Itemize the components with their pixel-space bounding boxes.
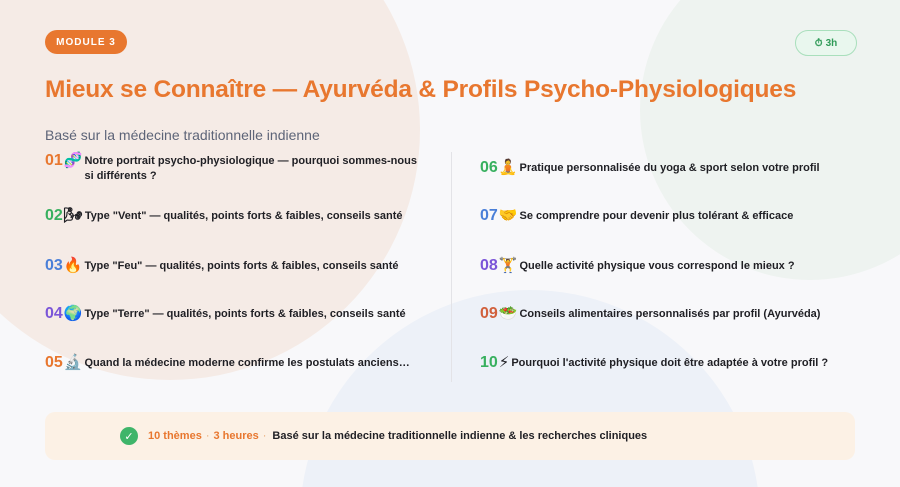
topic-number: 09 <box>480 305 498 322</box>
topic-number: 06 <box>480 159 498 176</box>
topic-item-02 <box>45 207 425 225</box>
summary-banner <box>45 412 855 460</box>
topic-label: Quelle activité physique vous correspond le mieux ? <box>519 260 795 272</box>
page-subtitle: Basé sur la médecine traditionnelle indienne <box>45 127 320 143</box>
lightning-icon: ⚡ <box>498 354 510 371</box>
topic-label: Pourquoi l'activité physique doit être adaptée à votre profil ? <box>511 357 829 369</box>
topic-number: 04 <box>45 305 63 322</box>
topic-number: 07 <box>480 207 498 224</box>
page-title: Mieux se Connaître — Ayurvéda & Profils Psycho-Physiologiques <box>45 76 797 103</box>
topic-label: Type "Terre" — qualités, points forts & faibles, conseils santé <box>84 308 406 320</box>
topic-item-10 <box>480 354 860 372</box>
fire-icon: 🔥 <box>63 257 83 274</box>
topic-item-08 <box>480 257 860 275</box>
topic-item-09 <box>480 305 860 323</box>
duration-label: 3h <box>825 37 838 49</box>
topic-number: 02 <box>45 207 63 224</box>
handshake-icon: 🤝 <box>498 207 518 224</box>
separator-dot: · <box>205 430 210 442</box>
topic-number: 08 <box>480 257 498 274</box>
topic-item-05 <box>45 354 425 372</box>
topic-number: 10 <box>480 354 498 371</box>
themes-count: 10 thèmes <box>148 430 202 442</box>
weightlifter-icon: 🏋 <box>498 257 518 274</box>
topic-item-06 <box>480 159 860 177</box>
separator-dot: · <box>262 430 267 442</box>
wind-icon: 🌬 <box>63 207 83 224</box>
salad-icon: 🥗 <box>498 305 518 322</box>
topic-number: 01 <box>45 152 63 169</box>
topic-item-01 <box>45 152 425 184</box>
topic-number: 05 <box>45 354 63 371</box>
summary-text: Basé sur la médecine traditionnelle indienne & les recherches cliniques <box>272 430 648 442</box>
topic-item-03 <box>45 257 425 275</box>
topic-number: 03 <box>45 257 63 274</box>
topic-item-07 <box>480 207 860 225</box>
topic-label: Conseils alimentaires personnalisés par profil (Ayurvéda) <box>519 308 821 320</box>
topic-item-04 <box>45 305 425 323</box>
topic-label: Pratique personnalisée du yoga & sport selon votre profil <box>519 162 820 174</box>
module-badge: MODULE 3 <box>45 30 127 54</box>
background-blob-peach <box>0 0 420 380</box>
microscope-icon: 🔬 <box>63 354 83 371</box>
timer-icon: ⏱ <box>814 37 823 49</box>
topic-label: Quand la médecine moderne confirme les postulats anciens… <box>84 357 410 369</box>
column-divider <box>451 152 452 382</box>
topic-label: Notre portrait psycho-physiologique — pourquoi sommes-nous si différents ? <box>84 155 417 182</box>
check-circle-icon: ✓ <box>120 427 138 445</box>
topic-label: Type "Vent" — qualités, points forts & faibles, conseils santé <box>84 210 403 222</box>
topic-label: Type "Feu" — qualités, points forts & faibles, conseils santé <box>84 260 399 272</box>
dna-icon: 🧬 <box>63 152 83 169</box>
hours-count: 3 heures <box>213 430 259 442</box>
yoga-icon: 🧘 <box>498 159 518 176</box>
topic-label: Se comprendre pour devenir plus tolérant & efficace <box>519 210 794 222</box>
background-blob-green <box>640 0 900 280</box>
globe-icon: 🌍 <box>63 305 83 322</box>
duration-badge <box>795 30 857 56</box>
